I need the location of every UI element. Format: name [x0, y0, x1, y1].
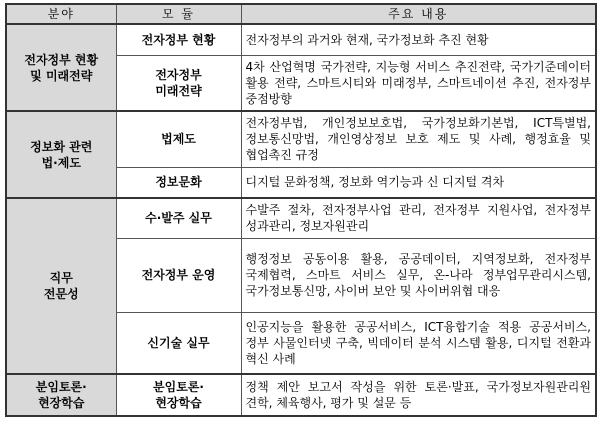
module-cell: [116, 111, 241, 167]
content-cell: 행정정보 공동이용 활용, 공공데이터, 지역정보화, 전자정부 국제협력, 스마트 서비스 실무, 온-나라 정부업무관리시스템, 국가정보통신망, 사이버 보안 및 사이버위협 대응: [241, 238, 596, 312]
content-cell: 4차 산업혁명 국가전략, 지능형 서비스 추진전략, 국가기준데이터 활용 전략, 스마트시티와 미래정부, 스마트네이션 추진, 전자정부 중점방향: [241, 55, 596, 111]
content-cell: 디지털 문화정책, 정보화 역기능과 신 디지털 격차: [241, 167, 596, 198]
area-cell: [6, 24, 116, 111]
module-label: 법제도: [161, 132, 196, 147]
table-row: [6, 198, 596, 238]
area-cell: [6, 374, 116, 416]
area-cell: [6, 198, 116, 374]
module-label: 전자정부 운영: [141, 268, 216, 282]
table-row: [6, 111, 596, 167]
module-label: 분임토론· 현장학습: [153, 380, 204, 410]
header-content: 주요 내용: [241, 4, 596, 24]
table-row: [6, 24, 596, 55]
module-cell: [116, 312, 241, 374]
header-module: 모 듈: [116, 4, 241, 24]
content-cell: 전자정부법, 개인정보보호법, 국가정보화기본법, ICT특별법, 정보통신망법, 개인영상정보 보호 제도 및 사례, 행정효율 및 협업촉진 규정: [241, 111, 596, 167]
module-cell: [116, 198, 241, 238]
module-cell: [116, 24, 241, 55]
module-cell: [116, 167, 241, 198]
module-label: 신기술 실무: [147, 335, 210, 350]
content-cell: 수발주 절차, 전자정부사업 관리, 전자정부 지원사업, 전자정부 성과관리, 정보자원관리: [241, 198, 596, 238]
header-row: [6, 4, 596, 24]
module-cell: [116, 374, 241, 416]
area-label: 직무 전문성: [43, 271, 79, 301]
content-cell: 정책 제안 보고서 작성을 위한 토론·발표, 국가정보자원관리원 견학, 체육행사, 평가 및 설문 등: [241, 374, 596, 416]
content-cell: 인공지능을 활용한 공공서비스, ICT융합기술 적용 공공서비스, 정부 사물인터넷 구축, 빅데이터 분석 시스템 활용, 디지털 전환과 혁신 사례: [241, 312, 596, 374]
area-label: 정보화 관련 법·제도: [30, 139, 93, 170]
header-area: 분야: [6, 4, 116, 24]
module-label: 전자정부 현황: [141, 32, 216, 47]
curriculum-table: [5, 3, 597, 417]
content-cell: 전자정부의 과거와 현재, 국가정보화 추진 현황: [241, 24, 596, 55]
table-row: [6, 374, 596, 416]
module-label: 수·발주 실무: [145, 211, 212, 226]
module-cell: [116, 55, 241, 111]
module-label: 전자정부 미래전략: [155, 67, 202, 98]
area-label: 전자정부 현황 및 미래전략: [24, 52, 99, 83]
area-cell: [6, 111, 116, 198]
module-cell: [116, 238, 241, 312]
module-label: 정보문화: [155, 175, 202, 190]
area-label: 분임토론· 현장학습: [35, 380, 87, 410]
